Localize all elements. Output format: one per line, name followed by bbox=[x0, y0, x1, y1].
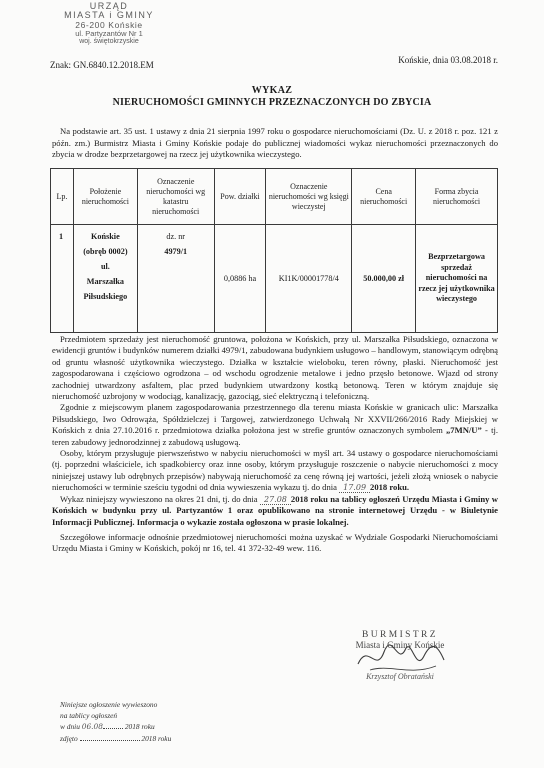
table-header-row bbox=[51, 169, 498, 225]
office-stamp-line3: 26-200 Końskie bbox=[75, 19, 143, 30]
header-form: Forma zbycia nieruchomości bbox=[416, 169, 498, 225]
reference-number: Znak: GN.6840.12.2018.EM bbox=[50, 60, 154, 70]
mayor-stamp bbox=[330, 630, 470, 681]
zoning-text-end: - tj. teren zabudowy jednorodzinnej z zabudową usługową. bbox=[52, 425, 498, 447]
mayor-subtitle: Miasta i Gminy Końskie bbox=[355, 640, 445, 650]
header-land-register: Oznaczenie nieruchomości wg księgi wieczystej bbox=[266, 169, 352, 225]
dotted-line bbox=[80, 733, 140, 741]
posting-year: 2018 roku na tablicy ogłoszeń Urzędu Miasta i Gminy w Końskich w budynku przy ul. Partyzantów 1 oraz opublikowano na stronie internetowej Urzędu - w Biuletynie Informacji Publicznej. Informacja o wykazie została ogłoszona w prasie lokalnej. bbox=[52, 493, 498, 527]
header-area: Pow. działki bbox=[214, 169, 266, 225]
posting-note-line3 bbox=[60, 721, 171, 733]
priority-year: 2018 roku. bbox=[370, 482, 410, 493]
property-table bbox=[50, 168, 498, 333]
cadastre-label: dz. nr bbox=[166, 232, 186, 241]
cell-lp: 1 bbox=[51, 225, 74, 333]
cell-price: 50.000,00 zł bbox=[352, 225, 416, 333]
priority-text: Osoby, którym przysługuje pierwszeństwo w nabyciu nieruchomości w myśl art. 34 ustawy o gospodarce nieruchomościami (tj. poprzedni właściciele, ich spadkobiercy oraz inne osoby, którym przysługuje roszczenie o nabycie nieruchomości z mocy niniejszej ustawy lub odrębnych przepisów) nabywają nieruchomość za cenę równą jej wartości, jeżeli złożą wniosek o nabycie nieruchomości w terminie sześciu tygodni od dnia wywieszenia wykazu tj. do dnia bbox=[52, 448, 498, 493]
office-stamp-line2: MIASTA i GMINY bbox=[64, 10, 154, 21]
posting-text: Wykaz niniejszy wywieszono na okres 21 dni, tj. do dnia bbox=[60, 493, 258, 504]
cell-location bbox=[73, 225, 137, 333]
zoning-symbol: „7MN/U” bbox=[445, 425, 482, 436]
cell-cadastre bbox=[137, 225, 214, 333]
office-stamp-line1: URZĄD bbox=[89, 1, 129, 11]
posted-date-handwritten: 06.08 bbox=[81, 722, 103, 731]
office-stamp-line5: woj. świętokrzyskie bbox=[79, 37, 139, 45]
removed-label: zdjęto bbox=[60, 733, 78, 743]
paragraph-contact: Szczegółowe informacje odnośnie przedmiotowej nieruchomości można uzyskać w Wydziale Gospodarki Nieruchomościami Urzędu Miasta i Gminy w Końskich, pokój nr 16, tel. 41 372-32-49 wew. 116. bbox=[52, 531, 498, 554]
paragraph-subject: Przedmiotem sprzedaży jest nieruchomość gruntowa, położona w Końskich, przy ul. Marszałka Piłsudskiego, oznaczona w ewidencji gruntów i budynków numerem działki 4979/1, zabudowana budynkiem usługowo – handlowym, stanowiącym odrębną od gruntu własność użytkownika wieczystego. Działka w kształcie wieloboku, teren równy, płaski. Nieruchomość jest zagospodarowana i częściowo ogrodzona – od wschodu ogrodzenie metalowe i jedno przęsło betonowe. Wjazd od strony zachodniej utwardzony asfaltem, plac przed budynkiem utwardzony kostką betonową. Teren w którym znajduje się nieruchomość uzbrojony w wodociąg, kanalizację, gazociąg, sieć elektryczną i telefoniczną. bbox=[52, 334, 498, 402]
office-stamp bbox=[50, 2, 168, 45]
header-location: Położenie nieruchomości bbox=[73, 169, 137, 225]
location-line: Końskie bbox=[91, 232, 120, 241]
paragraph-zoning bbox=[52, 402, 498, 448]
intro-paragraph: Na podstawie art. 35 ust. 1 ustawy z dnia 21 sierpnia 1997 roku o gospodarce nieruchomościami (Dz. U. z 2018 r. poz. 121 z późn. zm.) Burmistrz Miasta i Gminy Końskie podaje do publicznej wiadomości wykaz nieruchomości przeznaczonych do zbycia w drodze bezprzetargowej na rzecz jej użytkownika wieczystego. bbox=[52, 126, 498, 160]
body-text bbox=[52, 334, 498, 555]
posted-label: w dniu bbox=[60, 722, 80, 731]
document-subtitle: NIERUCHOMOŚCI GMINNYCH PRZEZNACZONYCH DO ZBYCIA bbox=[112, 97, 432, 108]
posting-note-line1: Niniejsze ogłoszenie wywieszono bbox=[60, 700, 158, 709]
location-line: Piłsudskiego bbox=[83, 292, 128, 301]
cell-land-register: KI1K/00001778/4 bbox=[266, 225, 352, 333]
zoning-text: Zgodnie z miejscowym planem zagospodarowania przestrzennego dla terenu miasta Końskie w granicach ulic: Marszałka Piłsudskiego, Iwo Odrowąża, Spółdzielczej i Targowej, zatwierdzonego Uchwałą Nr XXVII/266/2016 Rady Miejskiej w Końskich z dnia 27.10.2016 r. przedmiotowa działka położona jest w strefie gruntów oznaczonych symbolem bbox=[52, 402, 498, 436]
paragraph-posting bbox=[52, 494, 498, 528]
paragraph-priority bbox=[52, 448, 498, 494]
mayor-name: Krzysztof Obratański bbox=[366, 672, 434, 681]
posting-note-line2: na tablicy ogłoszeń bbox=[60, 710, 118, 720]
mayor-title: BURMISTRZ bbox=[362, 630, 438, 640]
dotted-line bbox=[103, 721, 123, 729]
document-title: WYKAZ bbox=[251, 85, 293, 96]
location-line: (obręb 0002) bbox=[83, 247, 128, 256]
location-line: Marszałka bbox=[86, 277, 125, 286]
posting-date-handwritten: 27.08 bbox=[260, 495, 291, 505]
posted-year: 2018 roku bbox=[124, 722, 155, 731]
removed-year: 2018 roku bbox=[141, 733, 172, 743]
header-price: Cena nieruchomości bbox=[352, 169, 416, 225]
table-row bbox=[51, 225, 498, 333]
posting-note bbox=[60, 700, 171, 744]
posting-note-line4 bbox=[60, 733, 171, 745]
header-cadastre: Oznaczenie nieruchomości wg katastru nieruchomości bbox=[137, 169, 214, 225]
header-lp: Lp. bbox=[51, 169, 74, 225]
place-date: Końskie, dnia 03.08.2018 r. bbox=[398, 55, 498, 65]
cadastre-number: 4979/1 bbox=[164, 247, 188, 256]
location-line: ul. bbox=[100, 262, 110, 271]
office-stamp-line4: ul. Partyzantów Nr 1 bbox=[75, 28, 143, 38]
cell-area: 0,0886 ha bbox=[214, 225, 266, 333]
cell-form: Bezprzetargowa sprzedaż nieruchomości na rzecz jej użytkownika wieczystego bbox=[416, 225, 498, 333]
priority-deadline-handwritten: 17.09 bbox=[339, 483, 370, 493]
